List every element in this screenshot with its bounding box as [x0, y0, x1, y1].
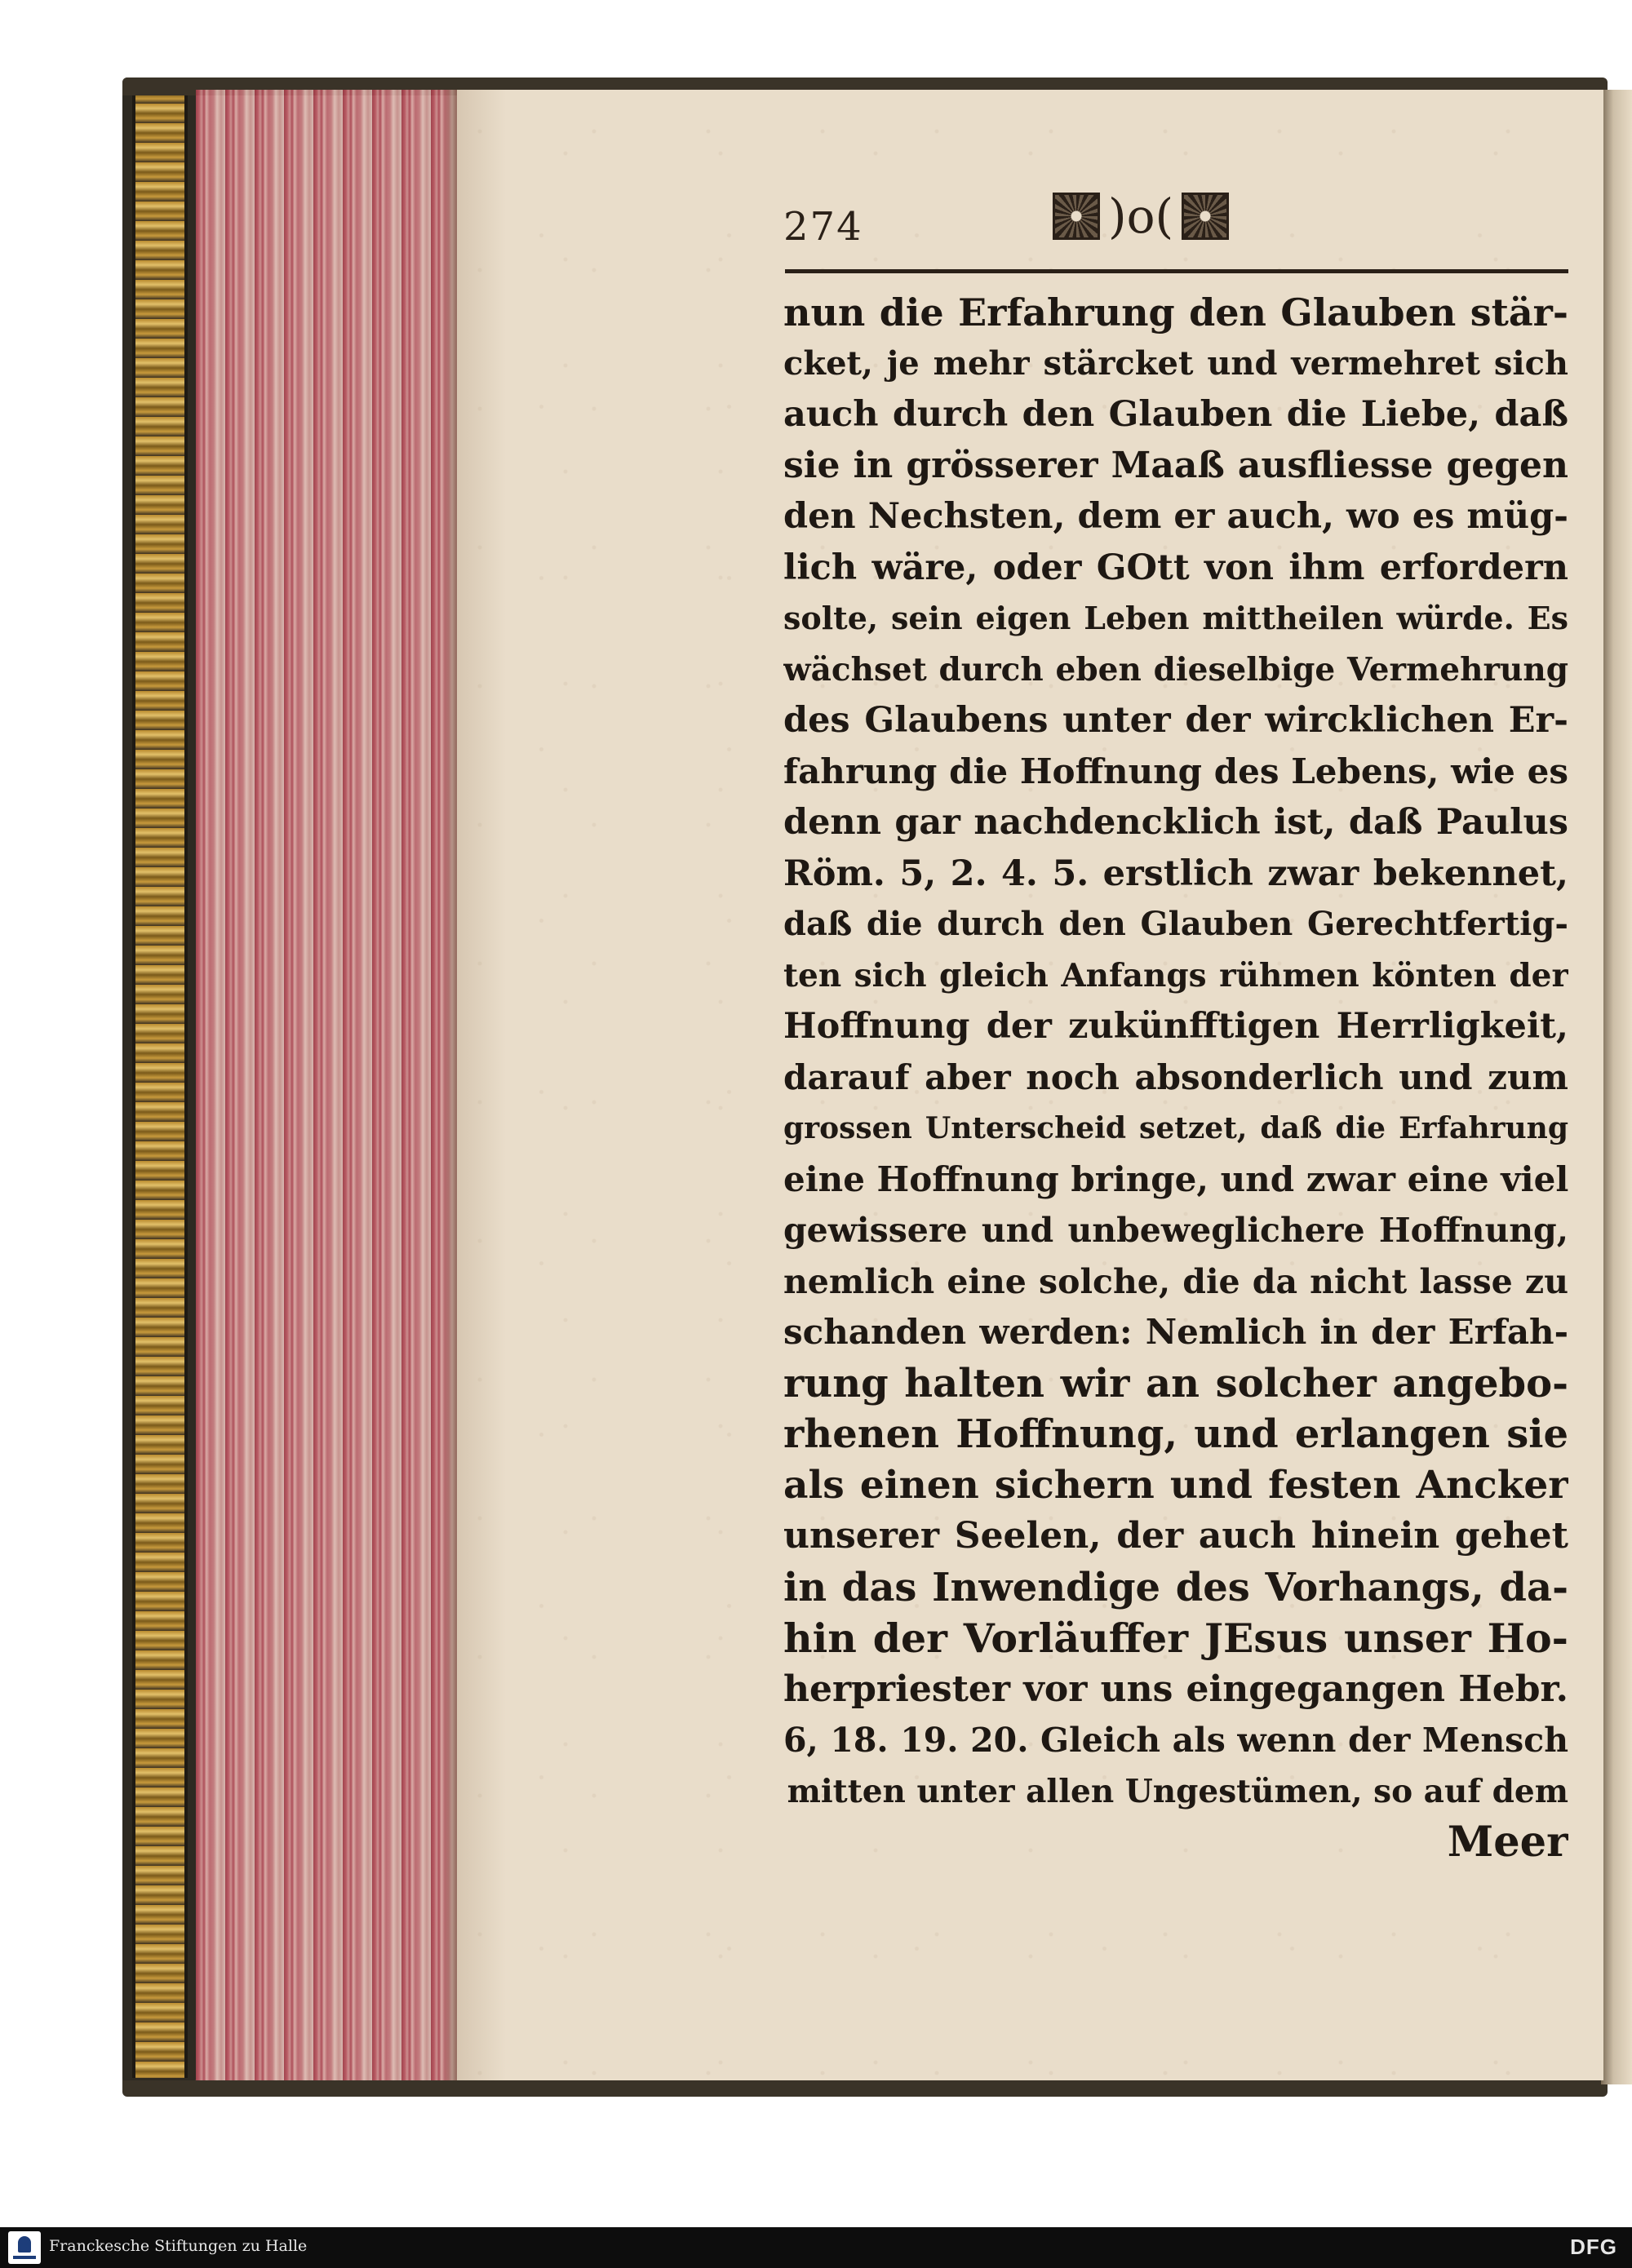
text-line: schanden werden: Nemlich in der Erfah-: [783, 1312, 1568, 1352]
text-line: rhenen Hoffnung, und erlangen sie: [783, 1411, 1568, 1457]
text-line: herpriester vor uns eingegangen Hebr.: [783, 1668, 1568, 1710]
book-cover-bottom-edge: [122, 2080, 1608, 2097]
facing-page-edge: [1601, 90, 1632, 2084]
text-line: 6, 18. 19. 20. Gleich als wenn der Mensch: [783, 1721, 1568, 1760]
text-line: Hoffnung der zukünfftigen Herrligkeit,: [783, 1006, 1568, 1047]
text-line: fahrung die Hoffnung des Lebens, wie es: [783, 751, 1568, 791]
text-line: cket, je mehr stärcket und vermehret sich: [783, 343, 1568, 383]
book-cover-spine: [122, 78, 196, 2084]
text-line: solte, sein eigen Leben mittheilen würde. Es: [783, 600, 1568, 636]
ornament-text: )o(: [1108, 188, 1174, 244]
text-line: daß die durch den Glauben Gerechtfertig-: [783, 905, 1568, 943]
header-ornament: [1053, 188, 1229, 244]
text-line: sie in grösserer Maaß ausfliesse gegen: [783, 444, 1568, 486]
text-line: den Nechsten, dem er auch, wo es müg-: [783, 496, 1568, 537]
text-line: in das Inwendige des Vorhangs, da-: [783, 1564, 1568, 1610]
text-line: des Glaubens unter der wircklichen Er-: [783, 700, 1568, 741]
text-line: nemlich eine solche, die da nicht lasse zu: [783, 1261, 1568, 1301]
text-line: lich wäre, oder GOtt von ihm erfordern: [783, 547, 1568, 588]
text-line: rung halten wir an solcher angebo-: [783, 1360, 1568, 1406]
running-header: [783, 189, 1567, 255]
text-line: darauf aber noch absonderlich und zum: [783, 1056, 1568, 1097]
text-line: nun die Erfahrung den Glauben stär-: [783, 290, 1568, 334]
text-line: wächset durch eben dieselbige Vermehrung: [783, 650, 1568, 689]
text-line: denn gar nachdencklich ist, daß Paulus: [783, 802, 1568, 843]
page-number: 274: [783, 204, 863, 250]
text-line: unserer Seelen, der auch hinein gehet: [783, 1515, 1568, 1557]
institution-logo-icon: [8, 2231, 41, 2264]
flower-ornament-icon: [1182, 193, 1229, 240]
body-text: [783, 287, 1568, 1868]
text-line: als einen sichern und festen Ancker: [783, 1462, 1568, 1508]
text-line: Röm. 5, 2. 4. 5. erstlich zwar bekennet,: [783, 853, 1568, 894]
text-line: ten sich gleich Anfangs rühmen könten der: [783, 956, 1568, 994]
catchword: Meer: [1447, 1818, 1568, 1867]
footer-brand: DFG: [1570, 2235, 1617, 2259]
header-rule: [785, 269, 1568, 273]
footer-institution: Franckesche Stiftungen zu Halle: [49, 2237, 308, 2255]
stained-page-edges: [196, 90, 457, 2080]
text-line: auch durch den Glauben die Liebe, daß: [783, 394, 1568, 435]
gilt-border-ornament: [132, 84, 188, 2078]
text-line: hin der Vorläuffer JEsus unser Ho-: [783, 1615, 1568, 1662]
text-line: eine Hoffnung bringe, und zwar eine viel: [783, 1158, 1568, 1199]
text-line: grossen Unterscheid setzet, daß die Erfahrung: [783, 1111, 1568, 1145]
text-line: mitten unter allen Ungestümen, so auf dem: [787, 1772, 1568, 1810]
flower-ornament-icon: [1053, 193, 1100, 240]
footer-band: [0, 2227, 1632, 2268]
text-line: gewissere und unbeweglichere Hoffnung,: [783, 1211, 1568, 1250]
